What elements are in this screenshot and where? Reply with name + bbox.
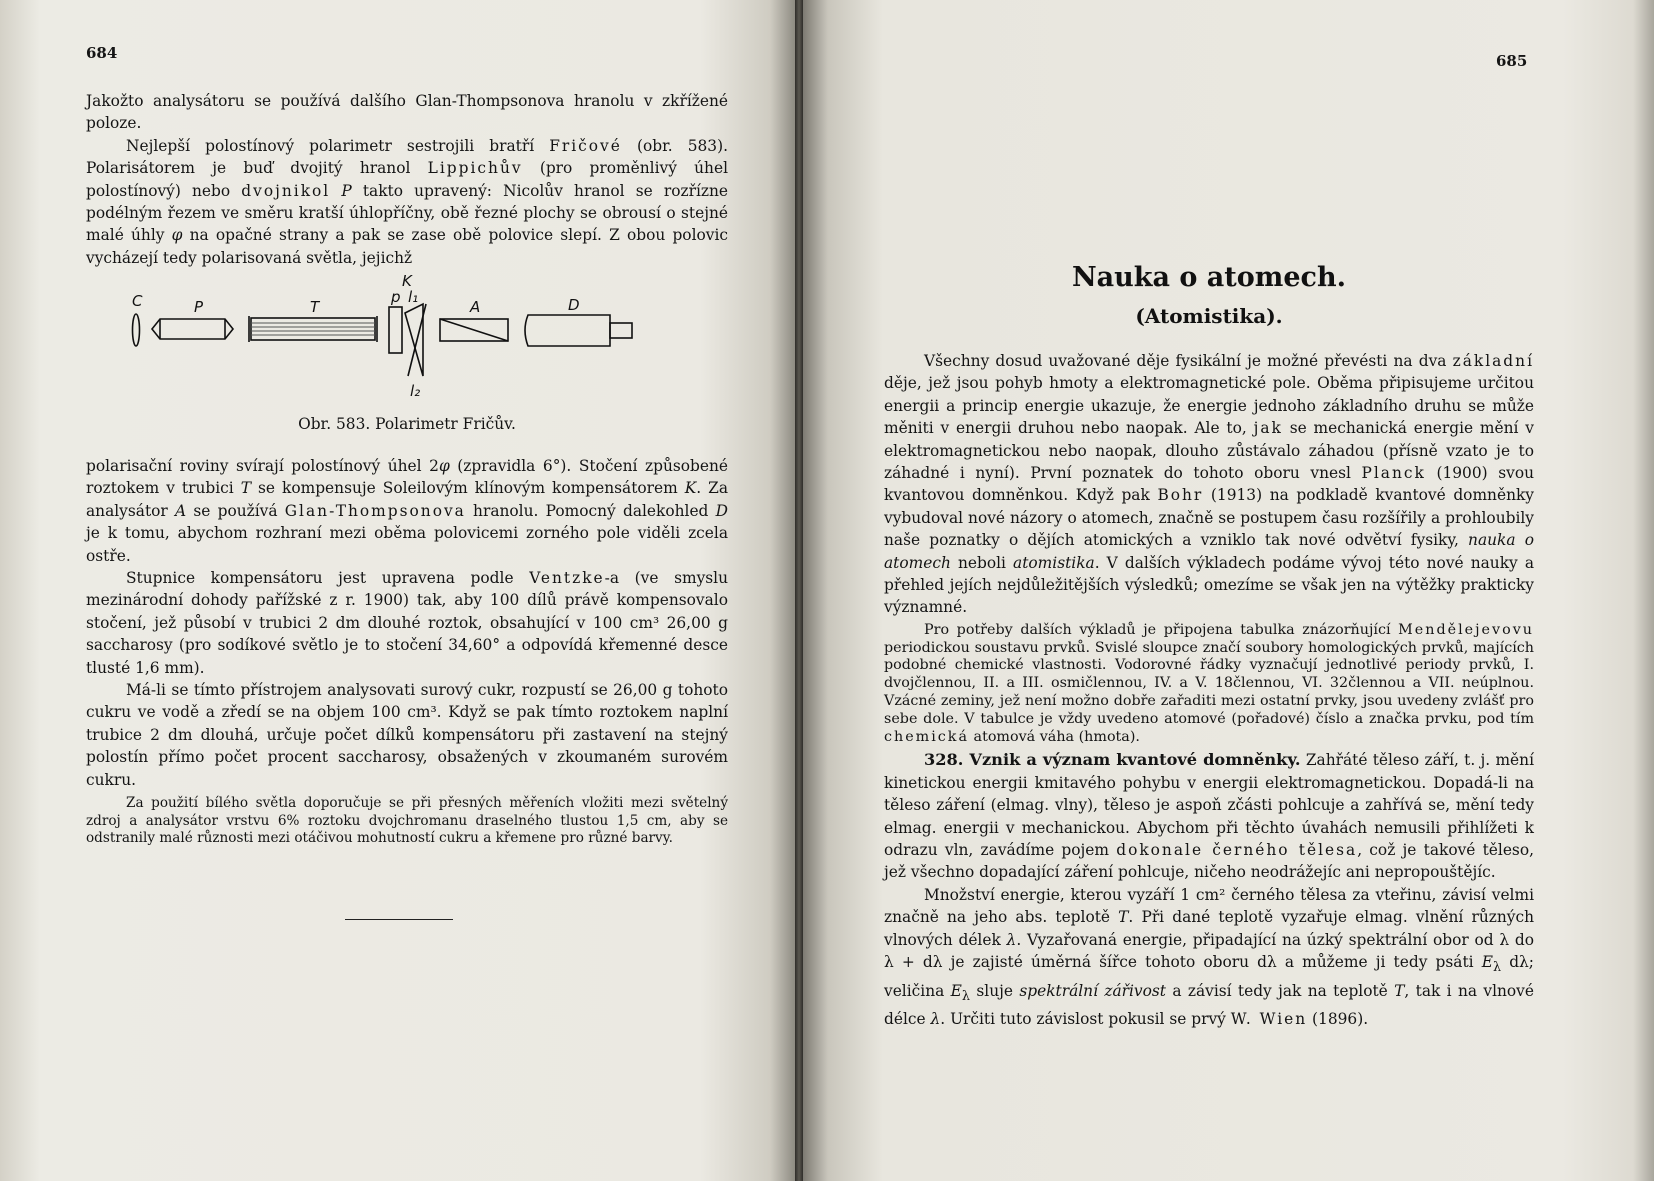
text-run: periodickou soustavu prvků. Svislé sloupce značí soubory homologických prvků, majících podobné chemické vlastnosti. Vodorovné řádky vyznačují jednotlivé periody prvků, I. dvojčlennou, II. a III. osmičlennou, IV. a V. 18člennou, VI. 32člennou a VII. neúplnou. Vzácné zeminy, jež není možno dobře zařaditi mezi ostatní prvky, jsou uvedeny zvlášť pro sebe dole. V tabulce je vždy uvedeno atomové (pořadové) číslo a značka prvku, pod tím (884, 639, 1534, 727)
text-run: (1913) na podkladě kvantové domněnky vybudoval nové názory o atomech, značně se postupem času rozšířily a prohloubily naše poznatky o dějích atomických a vzniklo tak nové odvětví fysiky, (884, 486, 1534, 550)
symbol: φ (171, 226, 183, 245)
text-run: Nejlepší polostínový polarimetr sestrojili bratří (126, 136, 550, 155)
wedge-l1 (405, 304, 423, 376)
subscript: λ (1492, 960, 1502, 976)
term-spaced: dvojnikol (241, 181, 331, 200)
label-a: A (470, 298, 481, 316)
symbol: E (1481, 953, 1493, 972)
section-heading: 328. Vznik a význam kvantové domněnky. (924, 750, 1301, 770)
polarimeter-figure (130, 272, 680, 412)
text-run: na opačné strany a pak se zase obě polovice slepí. Z obou polovic vycházejí tedy polarisovaná světla, jejichž (86, 226, 728, 267)
source-lens (133, 314, 140, 346)
text-run: a závisí tedy jak na teplotě (1165, 981, 1395, 1000)
text-run: se mechanická energie mění v elektromagnetickou nebo naopak, dlouho zůstávalo záhadou (přísně vzato je to záhadné i nyní). První poznatek do tohoto oboru vnesl (884, 419, 1534, 483)
label-c: C (132, 292, 143, 310)
text-run: (zpravidla 6°). Stočení způsobené roztokem v trubici (86, 457, 729, 498)
symbol: D (715, 501, 728, 520)
label-k: K (402, 272, 412, 290)
name-spaced: W. Wien (1230, 1010, 1308, 1029)
symbol: K (684, 479, 697, 498)
small-print-paragraph (884, 622, 1534, 747)
page-number-left: 684 (86, 44, 118, 62)
term-italic: nauka o atomech (884, 531, 1534, 572)
plate-p (389, 307, 402, 353)
section-paragraph (884, 749, 1534, 883)
text-run: je k tomu, abychom rozhraní mezi oběma polovicemi zorného pole viděli zcela ostře. (86, 524, 728, 565)
label-p-plate: p (391, 288, 401, 306)
paragraph (86, 135, 728, 269)
text-run: hranolu. Pomocný dalekohled (465, 501, 716, 520)
name-spaced: Ventzke (529, 569, 605, 588)
name-spaced: Planck (1361, 464, 1426, 483)
paragraph: Jakožto analysátoru se používá dalšího Glan-Thompsonova hranolu v zkřížené poloze. (86, 92, 728, 133)
book-gutter (795, 0, 803, 1181)
text-run: (obr. 583). Polarisátorem je buď dvojitý hranol (86, 136, 728, 178)
name-spaced: Lippichův (427, 159, 523, 178)
text-run: Pro potřeby dalších výkladů je připojena tabulka znázorňující (924, 621, 1399, 638)
label-l1: l₁ (408, 288, 419, 306)
text-run: neboli (950, 553, 1014, 572)
text-run: děje, jež jsou pohyb hmoty a elektromagnetické pole. Oběma připisujeme určitou energii a princip energie ukazuje, že energie jednoho základního druhu se může měniti v energii druhou nebo naopak. Ale to, (884, 374, 1534, 438)
label-p-polarizer: P (194, 298, 204, 316)
tube (251, 318, 375, 340)
chapter-title: Nauka o atomech. (1071, 262, 1346, 293)
symbol: T (240, 479, 251, 498)
paragraph: Má-li se tímto přístrojem analysovati surový cukr, rozpustí se 26,00 g tohoto cukru ve vodě a zředí se na objem 100 cm³. Když se pak tímto roztokem naplní trubice 2 dm dlouhá, určuje počet dílků kompensátoru při zastavení na stejný polostín přímo počet procent saccharosy, obsažených v zkoumaném surovém cukru. (86, 681, 728, 789)
text-run: atomová váha (hmota). (969, 728, 1140, 745)
symbol: T (1118, 908, 1129, 927)
left-page (0, 0, 795, 1181)
term-spaced: chemická (884, 728, 969, 745)
symbol: λ (930, 1010, 941, 1029)
text-run: (1900) svou kvantovou domněnkou. Když pak (884, 464, 1535, 505)
right-text (884, 350, 1534, 1030)
text-run: , tak i na vlnové délce (884, 981, 1534, 1029)
symbol: φ (438, 457, 450, 475)
text-run: . Za analysátor (86, 479, 728, 520)
label-t: T (310, 298, 320, 316)
eyepiece (610, 323, 632, 338)
text-run: sluje (970, 981, 1020, 1000)
paragraph (86, 455, 728, 567)
text-run: -a (ve smyslu mezinárodní dohody pařížské z r. 1900) tak, aby 100 dílů právě kompensovalo stočení, jež působí v trubici 2 dm dlouhé roztok, obsahující v 100 cm³ 26,00 g saccharosy (pro sodíkové světlo je to stočení 34,60° a odpovídá křemenné desce tlusté 1,6 mm). (86, 569, 728, 677)
symbol: P (330, 181, 352, 200)
term-spaced: základní (1452, 352, 1534, 370)
text-run: se kompensuje Soleilovým klínovým kompensátorem (250, 479, 685, 498)
figure-caption: Obr. 583. Polarimetr Fričův. (298, 415, 516, 433)
text-run: (pro proměnlivý úhel polostínový) nebo (86, 159, 728, 200)
label-l2: l₂ (410, 382, 421, 400)
text-run: . Vyzařovaná energie, připadající na úzký spektrální obor od λ do λ + dλ je zajisté úměrná šířce tohoto oboru dλ a můžeme ji tedy psáti (884, 930, 1534, 972)
term-italic: spektrální zářivost (1019, 981, 1166, 1000)
term-spaced: dokonale černého tělesa (1116, 841, 1358, 860)
text-run: . Při dané teplotě vyzařuje elmag. vlnění různých vlnových délek (884, 908, 1534, 949)
text-run: , což je takové těleso, jež všechno dopadající záření pohlcuje, ničeho neodrážejíc ani nepropouštějíc. (884, 841, 1534, 882)
label-d: D (568, 296, 580, 314)
polarizer-prism (152, 319, 233, 339)
text-run: Zahřáté těleso září, t. j. mění kinetickou energii kmitavého pohybu v energii elektromagnetickou. Dopadá-li na těleso záření (elmag. vlny), těleso je aspoň zčásti pohlcuje a zahřívá se, mění tedy elmag. energii v mechanickou. Abychom při těchto úvahách nemusili přihlížeti k odrazu vln, zavádíme pojem (884, 751, 1534, 860)
text-run: takto upravený: Nicolův hranol se rozřízne podélným řezem ve směru kratší úhlopříčny, obě řezné plochy se obrousí o stejné malé úhly (86, 181, 728, 245)
text-run: Stupnice kompensátoru jest upravena podle (126, 569, 530, 588)
small-print-paragraph: Za použití bílého světla doporučuje se při přesných měřeních vložiti mezi světelný zdroj a analysátor vrstvu 6% roztoku dvojchromanu draselného tlustou 1,5 cm, aby se odstranily malé různosti mezi otáčivou mohutností cukru a křemene pro různé barvy. (86, 795, 728, 847)
name-spaced: Mendělejevovu (1398, 621, 1534, 638)
left-text-bottom (86, 455, 728, 848)
left-text-top (86, 90, 728, 269)
name-spaced: Glan-Thompsonova (284, 501, 466, 520)
term-italic: atomistika (1013, 553, 1095, 572)
paragraph (884, 884, 1534, 1031)
symbol: T (1394, 981, 1405, 1000)
text-run: . V dalších výkladech podáme vývoj této nové nauky a přehled jejích nejdůležitějších výsledků; omezíme se však jen na výtěžky prakticky významné. (884, 553, 1534, 617)
paragraph (884, 350, 1534, 619)
chapter-subtitle: (Atomistika). (1135, 304, 1283, 328)
name-spaced: Fričové (549, 136, 622, 155)
polarimeter-diagram (130, 272, 680, 412)
symbol: A (175, 501, 187, 520)
text-run: (1896). (1307, 1010, 1369, 1029)
text-run: Množství energie, kterou vyzáří 1 cm² černého tělesa za vteřinu, závisí velmi značně na jeho abs. teplotě (884, 885, 1534, 927)
name-spaced: Bohr (1157, 486, 1204, 505)
subscript: λ (961, 988, 971, 1004)
text-run: dλ; veličina (884, 953, 1534, 1000)
telescope (525, 315, 610, 346)
text-run: . Určiti tuto závislost pokusil se prvý (940, 1010, 1231, 1029)
end-rule (345, 919, 453, 920)
paragraph (86, 567, 728, 679)
symbol: E (950, 981, 962, 1000)
term-spaced: jak (1253, 419, 1283, 438)
symbol: λ (1006, 930, 1017, 949)
text-run: polarisační roviny svírají polostínový úhel 2 (86, 457, 439, 475)
page-number-right: 685 (1496, 52, 1528, 70)
text-run: se používá (186, 501, 285, 520)
text-run: Všechny dosud uvažované děje fysikální je možné převésti na dva (924, 352, 1453, 370)
